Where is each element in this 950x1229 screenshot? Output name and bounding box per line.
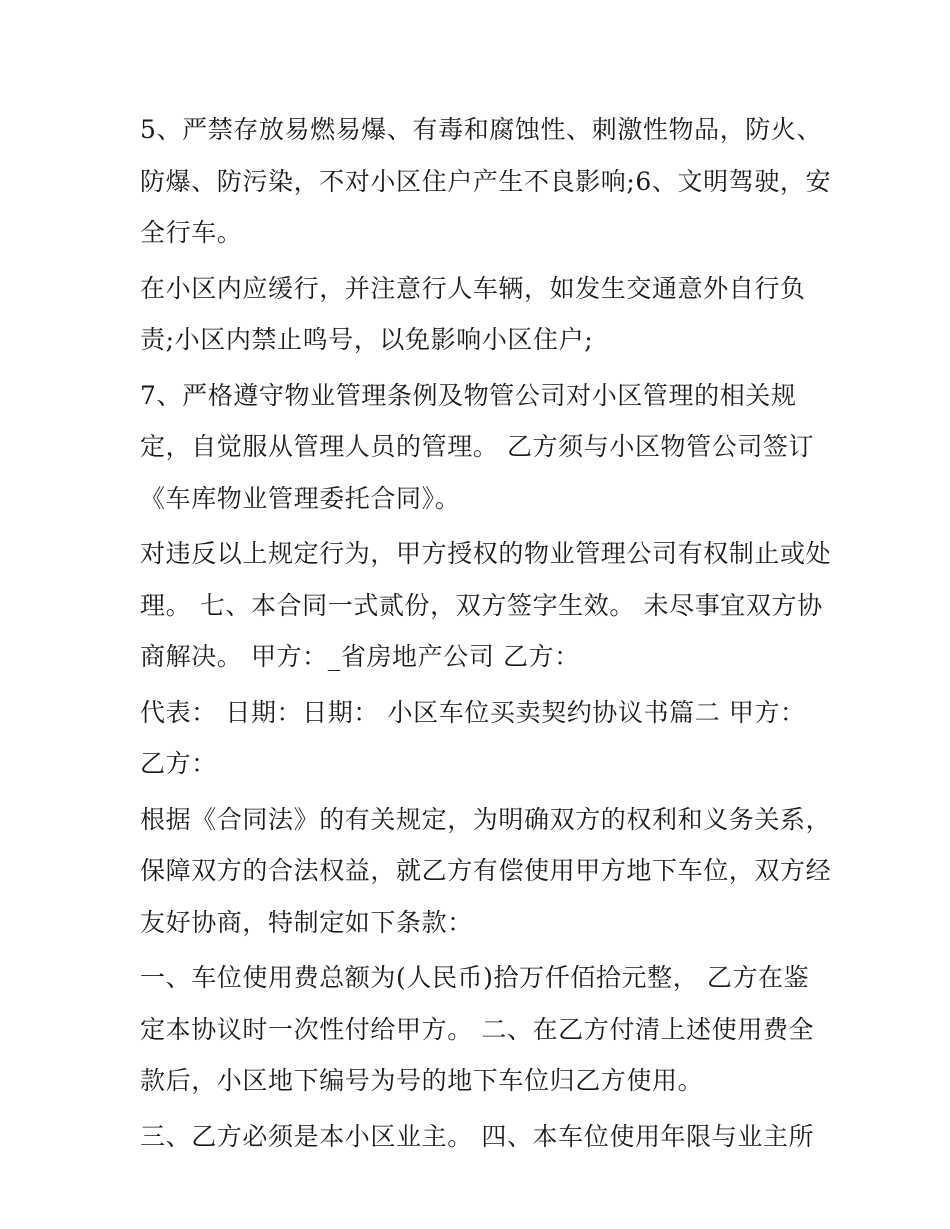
text-line: 定本协议时一次性付给甲方。 二、在乙方付清上述使用费全 [140, 1014, 815, 1044]
text-line: 理。 七、本合同一式贰份，双方签字生效。 未尽事宜双方协 [140, 590, 823, 620]
text-line: 5、严禁存放易燃易爆、有毒和腐蚀性、刺激性物品，防火、 [140, 115, 823, 144]
text-line: 友好协商，特制定如下条款： [140, 907, 473, 937]
text-line: 对违反以上规定行为，甲方授权的物业管理公司有权制止或处 [140, 539, 832, 568]
paragraph [140, 370, 820, 525]
paragraph [140, 687, 820, 790]
text-line: 根据《合同法》的有关规定，为明确双方的权利和义务关系， [140, 804, 832, 834]
text-line: 三、乙方必须是本小区业主。 四、本车位使用年限与业主所 [140, 1121, 815, 1151]
text-line: 款后，小区地下编号为号的地下车位归乙方使用。 [140, 1066, 704, 1095]
text-line: 在小区内应缓行，并注意行人车辆，如发生交通意外自行负 [140, 273, 806, 303]
text-line: 乙方： [140, 749, 217, 778]
text-line: 全行车。 [140, 218, 243, 247]
text-line: 定，自觉服从管理人员的管理。 乙方须与小区物管公司签订 [140, 432, 815, 461]
paragraph [140, 104, 832, 259]
paragraph [140, 1111, 820, 1163]
paragraph [140, 263, 820, 366]
text-line: 防爆、防污染，不对小区住户产生不良影响;6、文明驾驶，安 [140, 166, 832, 196]
text-line: 7、严格遵守物业管理条例及物管公司对小区管理的相关规 [140, 380, 797, 410]
text-line: 保障双方的合法权益，就乙方有偿使用甲方地下车位，双方经 [140, 856, 832, 885]
text-line: 商解决。 甲方：_省房地产公司 乙方： [140, 642, 580, 671]
text-line: 一、车位使用费总额为(人民币)拾万仟佰拾元整， 乙方在鉴 [140, 963, 810, 992]
text-line: 《车库物业管理委托合同》。 [140, 483, 461, 513]
text-line: 责;小区内禁止鸣号，以免影响小区住户; [140, 325, 594, 354]
text-line: 代表： 日期：日期： 小区车位买卖契约协议书篇二 甲方： [140, 697, 806, 727]
paragraph [140, 528, 832, 683]
document-body [140, 104, 832, 1166]
paragraph [140, 952, 820, 1107]
paragraph [140, 794, 832, 949]
